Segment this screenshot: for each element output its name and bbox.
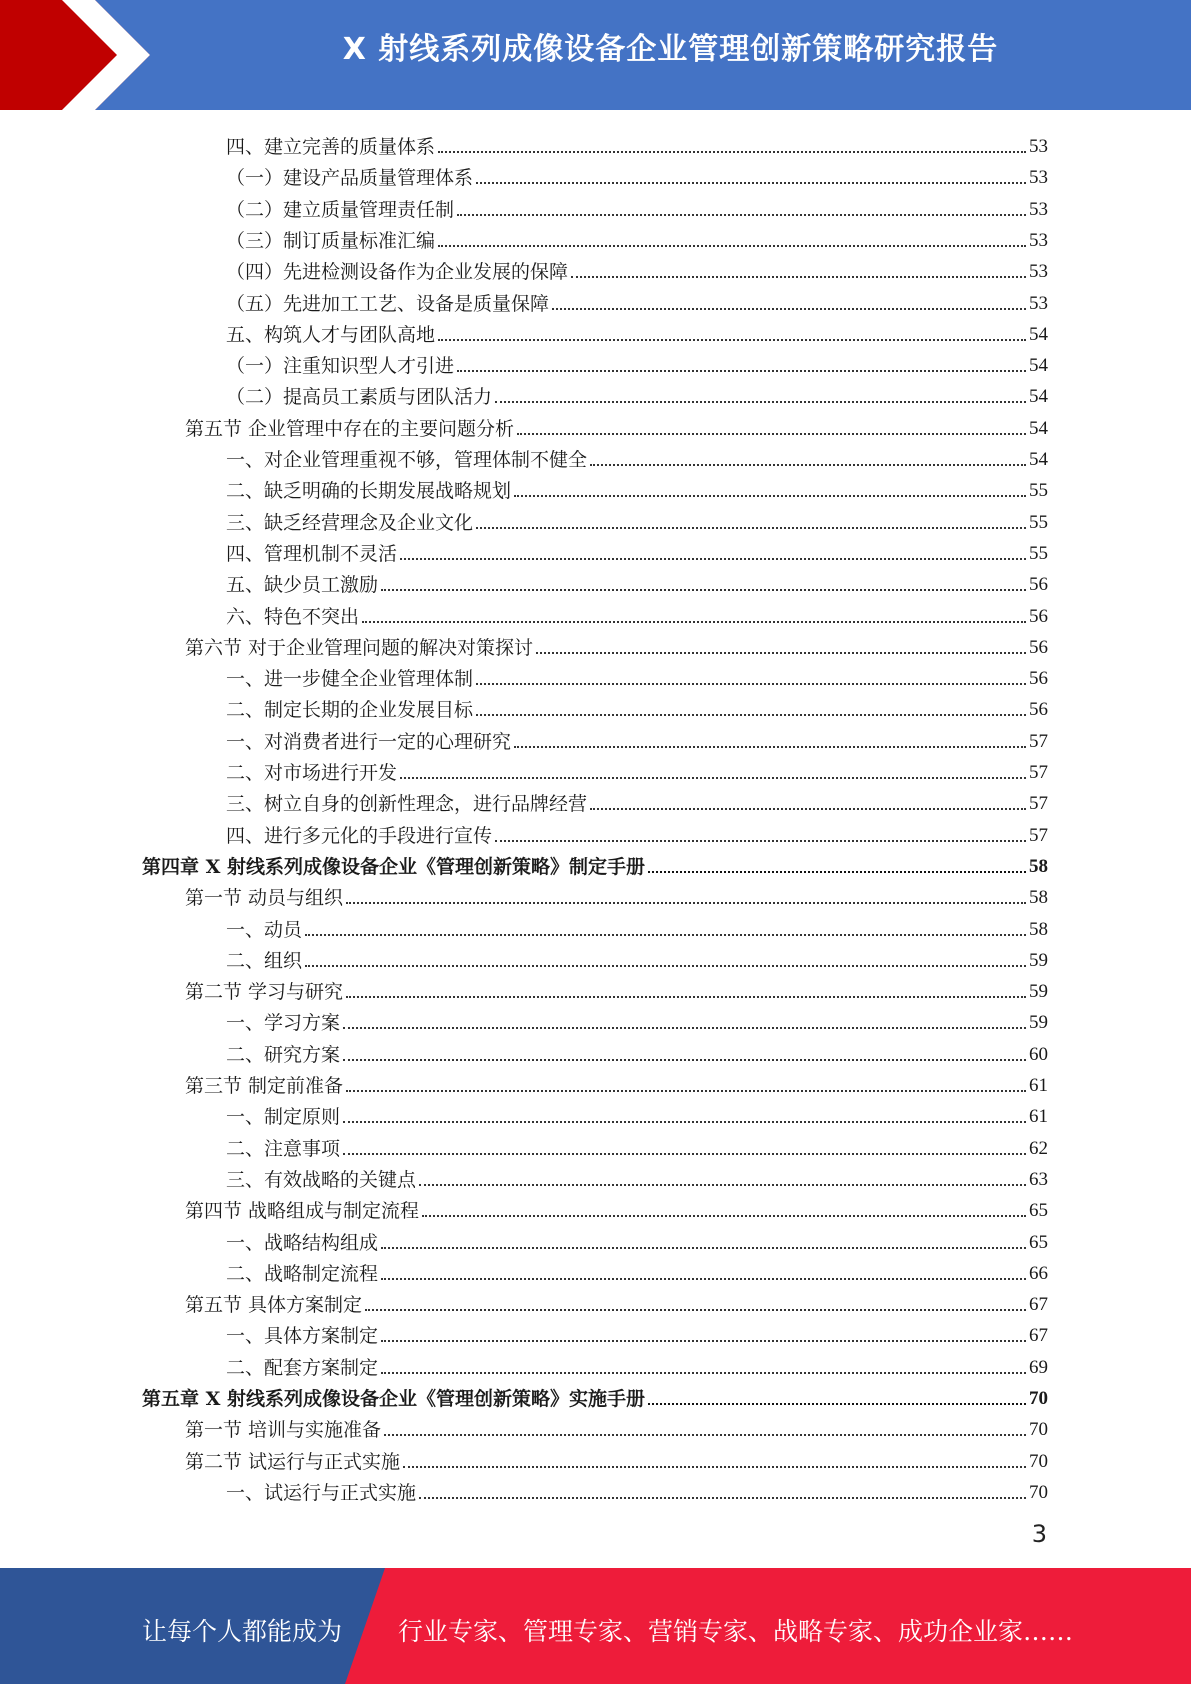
toc-entry-title: 三、缺乏经营理念及企业文化	[226, 512, 474, 534]
toc-item-entry[interactable]	[226, 221, 1048, 252]
toc-entry-title: 一、动员	[226, 919, 303, 941]
toc-leader-dots	[457, 370, 1026, 372]
toc-item-entry[interactable]	[226, 1129, 1048, 1160]
toc-page-number: 56	[1029, 574, 1048, 595]
toc-page-number: 67	[1029, 1325, 1048, 1346]
toc-item-entry[interactable]	[226, 534, 1048, 565]
toc-page-number: 58	[1029, 919, 1048, 940]
toc-item-entry[interactable]	[226, 440, 1048, 471]
toc-leader-dots	[419, 1497, 1026, 1499]
toc-page-number: 53	[1029, 136, 1048, 157]
toc-page-number: 59	[1029, 981, 1048, 1002]
toc-leader-dots	[536, 652, 1026, 654]
toc-page-number: 54	[1029, 449, 1048, 470]
toc-entry-title: 二、战略制定流程	[226, 1263, 379, 1285]
toc-page-number: 57	[1029, 731, 1048, 752]
toc-entry-title: 第三节 制定前准备	[185, 1075, 344, 1097]
toc-entry-title: 三、树立自身的创新性理念，进行品牌经营	[226, 793, 588, 815]
toc-item-entry[interactable]	[226, 127, 1048, 158]
toc-leader-dots	[346, 902, 1026, 904]
toc-entry-title: （一）注重知识型人才引进	[226, 355, 455, 377]
toc-leader-dots	[343, 1027, 1026, 1029]
toc-leader-dots	[419, 1184, 1026, 1186]
toc-leader-dots	[457, 214, 1026, 216]
toc-item-entry[interactable]	[226, 1160, 1048, 1191]
toc-leader-dots	[514, 495, 1026, 497]
report-title: X 射线系列成像设备企业管理创新策略研究报告	[342, 32, 999, 67]
toc-leader-dots	[343, 1153, 1026, 1155]
toc-leader-dots	[343, 1059, 1026, 1061]
toc-item-entry[interactable]	[226, 1316, 1048, 1347]
toc-entry-title: 六、特色不突出	[226, 606, 360, 628]
toc-entry-title: （一）建设产品质量管理体系	[226, 167, 474, 189]
toc-item-entry[interactable]	[226, 315, 1048, 346]
toc-leader-dots	[514, 746, 1026, 748]
toc-leader-dots	[495, 840, 1026, 842]
toc-page-number: 56	[1029, 668, 1048, 689]
toc-leader-dots	[590, 808, 1026, 810]
toc-page-number: 63	[1029, 1169, 1048, 1190]
toc-leader-dots	[400, 558, 1026, 560]
toc-leader-dots	[476, 714, 1026, 716]
toc-item-entry[interactable]	[226, 690, 1048, 721]
toc-page-number: 70	[1029, 1451, 1048, 1472]
toc-page-number: 53	[1029, 261, 1048, 282]
toc-page-number: 70	[1029, 1419, 1048, 1440]
toc-page-number: 57	[1029, 825, 1048, 846]
toc-chapter-entry[interactable]	[142, 1379, 1048, 1410]
toc-entry-title: （五）先进加工工艺、设备是质量保障	[226, 293, 550, 315]
toc-leader-dots	[571, 276, 1026, 278]
toc-page-number: 54	[1029, 355, 1048, 376]
toc-leader-dots	[438, 339, 1026, 341]
footer-slogan-right: 行业专家、管理专家、营销专家、战略专家、成功企业家……	[398, 1617, 1074, 1646]
toc-entry-title: （二）建立质量管理责任制	[226, 199, 455, 221]
toc-entry-title: 二、注意事项	[226, 1138, 341, 1160]
toc-page-number: 58	[1029, 856, 1048, 877]
toc-section-entry[interactable]	[185, 1442, 1048, 1473]
toc-item-entry[interactable]	[226, 753, 1048, 784]
toc-page-number: 59	[1029, 950, 1048, 971]
toc-page-number: 57	[1029, 793, 1048, 814]
toc-item-entry[interactable]	[226, 565, 1048, 596]
toc-leader-dots	[343, 1121, 1026, 1123]
toc-page-number: 62	[1029, 1138, 1048, 1159]
toc-chapter-entry[interactable]	[142, 847, 1048, 878]
toc-item-entry[interactable]	[226, 597, 1048, 628]
toc-entry-title: 第一节 动员与组织	[185, 887, 344, 909]
toc-item-entry[interactable]	[226, 252, 1048, 283]
toc-entry-title: 二、对市场进行开发	[226, 762, 398, 784]
toc-page-number: 55	[1029, 543, 1048, 564]
toc-page-number: 54	[1029, 386, 1048, 407]
toc-item-entry[interactable]	[226, 346, 1048, 377]
toc-entry-title: 第一节 培训与实施准备	[185, 1419, 382, 1441]
toc-entry-title: 第五节 具体方案制定	[185, 1294, 363, 1316]
toc-entry-title: （三）制订质量标准汇编	[226, 230, 436, 252]
toc-entry-title: 五、缺少员工激励	[226, 574, 379, 596]
toc-item-entry[interactable]	[226, 659, 1048, 690]
toc-page-number: 55	[1029, 480, 1048, 501]
toc-page-number: 58	[1029, 887, 1048, 908]
toc-page-number: 54	[1029, 324, 1048, 345]
toc-leader-dots	[381, 1340, 1026, 1342]
toc-entry-title: 一、战略结构组成	[226, 1232, 379, 1254]
toc-item-entry[interactable]	[226, 1348, 1048, 1379]
toc-entry-title: 三、有效战略的关键点	[226, 1169, 417, 1191]
toc-leader-dots	[476, 182, 1026, 184]
toc-entry-title: 一、对企业管理重视不够，管理体制不健全	[226, 449, 588, 471]
toc-leader-dots	[648, 1403, 1026, 1405]
toc-entry-title: 二、制定长期的企业发展目标	[226, 699, 474, 721]
toc-entry-title: 二、组织	[226, 950, 303, 972]
toc-entry-title: 二、配套方案制定	[226, 1357, 379, 1379]
toc-section-entry[interactable]	[185, 409, 1048, 440]
toc-page-number: 70	[1029, 1388, 1048, 1409]
toc-page-number: 69	[1029, 1357, 1048, 1378]
toc-item-entry[interactable]	[226, 1473, 1048, 1504]
toc-leader-dots	[648, 871, 1026, 873]
toc-leader-dots	[362, 621, 1026, 623]
toc-entry-title: （四）先进检测设备作为企业发展的保障	[226, 261, 569, 283]
toc-entry-title: 四、建立完善的质量体系	[226, 136, 436, 158]
toc-page-number: 54	[1029, 418, 1048, 439]
toc-entry-title: 第二节 学习与研究	[185, 981, 344, 1003]
toc-entry-title: 第二节 试运行与正式实施	[185, 1451, 401, 1473]
toc-entry-title: 二、缺乏明确的长期发展战略规划	[226, 480, 512, 502]
toc-item-entry[interactable]	[226, 784, 1048, 815]
toc-leader-dots	[495, 401, 1026, 403]
toc-item-entry[interactable]	[226, 471, 1048, 502]
toc-leader-dots	[381, 589, 1026, 591]
toc-page-number: 53	[1029, 167, 1048, 188]
toc-leader-dots	[381, 1372, 1026, 1374]
toc-entry-title: 一、试运行与正式实施	[226, 1482, 417, 1504]
toc-entry-title: 一、进一步健全企业管理体制	[226, 668, 474, 690]
toc-leader-dots	[365, 1309, 1026, 1311]
toc-leader-dots	[438, 151, 1026, 153]
toc-leader-dots	[552, 308, 1026, 310]
toc-entry-title: 第四节 战略组成与制定流程	[185, 1200, 420, 1222]
toc-leader-dots	[305, 965, 1026, 967]
toc-item-entry[interactable]	[226, 1097, 1048, 1128]
toc-leader-dots	[384, 1434, 1026, 1436]
toc-leader-dots	[305, 934, 1026, 936]
toc-page-number: 57	[1029, 762, 1048, 783]
toc-leader-dots	[590, 464, 1026, 466]
toc-page-number: 67	[1029, 1294, 1048, 1315]
page-footer	[0, 1568, 1191, 1684]
toc-entry-title: 一、对消费者进行一定的心理研究	[226, 731, 512, 753]
toc-section-entry[interactable]	[185, 1285, 1048, 1316]
toc-page-number: 55	[1029, 512, 1048, 533]
toc-item-entry[interactable]	[226, 503, 1048, 534]
toc-leader-dots	[438, 245, 1026, 247]
toc-entry-title: 第四章 X 射线系列成像设备企业《管理创新策略》制定手册	[142, 856, 645, 878]
toc-page-number: 61	[1029, 1106, 1048, 1127]
toc-page-number: 53	[1029, 293, 1048, 314]
toc-page-number: 59	[1029, 1012, 1048, 1033]
toc-item-entry[interactable]	[226, 1223, 1048, 1254]
toc-page-number: 65	[1029, 1200, 1048, 1221]
toc-section-entry[interactable]	[185, 1191, 1048, 1222]
toc-leader-dots	[400, 777, 1026, 779]
toc-entry-title: 一、制定原则	[226, 1106, 341, 1128]
toc-leader-dots	[381, 1278, 1026, 1280]
toc-page-number: 56	[1029, 637, 1048, 658]
page-header	[0, 0, 1191, 110]
toc-item-entry[interactable]	[226, 910, 1048, 941]
toc-leader-dots	[422, 1215, 1026, 1217]
toc-entry-title: （二）提高员工素质与团队活力	[226, 386, 493, 408]
toc-section-entry[interactable]	[185, 1066, 1048, 1097]
toc-leader-dots	[381, 1247, 1026, 1249]
toc-entry-title: 第五节 企业管理中存在的主要问题分析	[185, 418, 515, 440]
toc-page-number: 60	[1029, 1044, 1048, 1065]
toc-entry-title: 四、管理机制不灵活	[226, 543, 398, 565]
footer-slogan-left: 让每个人都能成为	[142, 1617, 343, 1646]
page-number: 3	[1031, 1520, 1047, 1548]
toc-leader-dots	[476, 527, 1026, 529]
toc-page-number: 53	[1029, 230, 1048, 251]
toc-entry-title: 五、构筑人才与团队高地	[226, 324, 436, 346]
toc-leader-dots	[476, 683, 1026, 685]
toc-entry-title: 第六节 对于企业管理问题的解决对策探讨	[185, 637, 534, 659]
toc-item-entry[interactable]	[226, 1003, 1048, 1034]
toc-item-entry[interactable]	[226, 816, 1048, 847]
toc-item-entry[interactable]	[226, 941, 1048, 972]
toc-page-number: 70	[1029, 1482, 1048, 1503]
toc-section-entry[interactable]	[185, 628, 1048, 659]
toc-item-entry[interactable]	[226, 158, 1048, 189]
toc-entry-title: 一、具体方案制定	[226, 1325, 379, 1347]
toc-page-number: 65	[1029, 1232, 1048, 1253]
toc-item-entry[interactable]	[226, 284, 1048, 315]
toc-section-entry[interactable]	[185, 1410, 1048, 1441]
toc-leader-dots	[346, 996, 1026, 998]
toc-entry-title: 第五章 X 射线系列成像设备企业《管理创新策略》实施手册	[142, 1388, 645, 1410]
toc-section-entry[interactable]	[185, 878, 1048, 909]
toc-item-entry[interactable]	[226, 377, 1048, 408]
toc-page-number: 53	[1029, 199, 1048, 220]
toc-leader-dots	[517, 433, 1026, 435]
toc-entry-title: 四、进行多元化的手段进行宣传	[226, 825, 493, 847]
toc-item-entry[interactable]	[226, 1254, 1048, 1285]
toc-leader-dots	[403, 1466, 1026, 1468]
toc-page-number: 56	[1029, 699, 1048, 720]
toc-section-entry[interactable]	[185, 972, 1048, 1003]
toc-entry-title: 二、研究方案	[226, 1044, 341, 1066]
toc-page-number: 61	[1029, 1075, 1048, 1096]
toc-page-number: 66	[1029, 1263, 1048, 1284]
toc-item-entry[interactable]	[226, 1035, 1048, 1066]
toc-leader-dots	[346, 1090, 1026, 1092]
toc-item-entry[interactable]	[226, 190, 1048, 221]
toc-item-entry[interactable]	[226, 722, 1048, 753]
toc-page-number: 56	[1029, 606, 1048, 627]
toc-entry-title: 一、学习方案	[226, 1012, 341, 1034]
